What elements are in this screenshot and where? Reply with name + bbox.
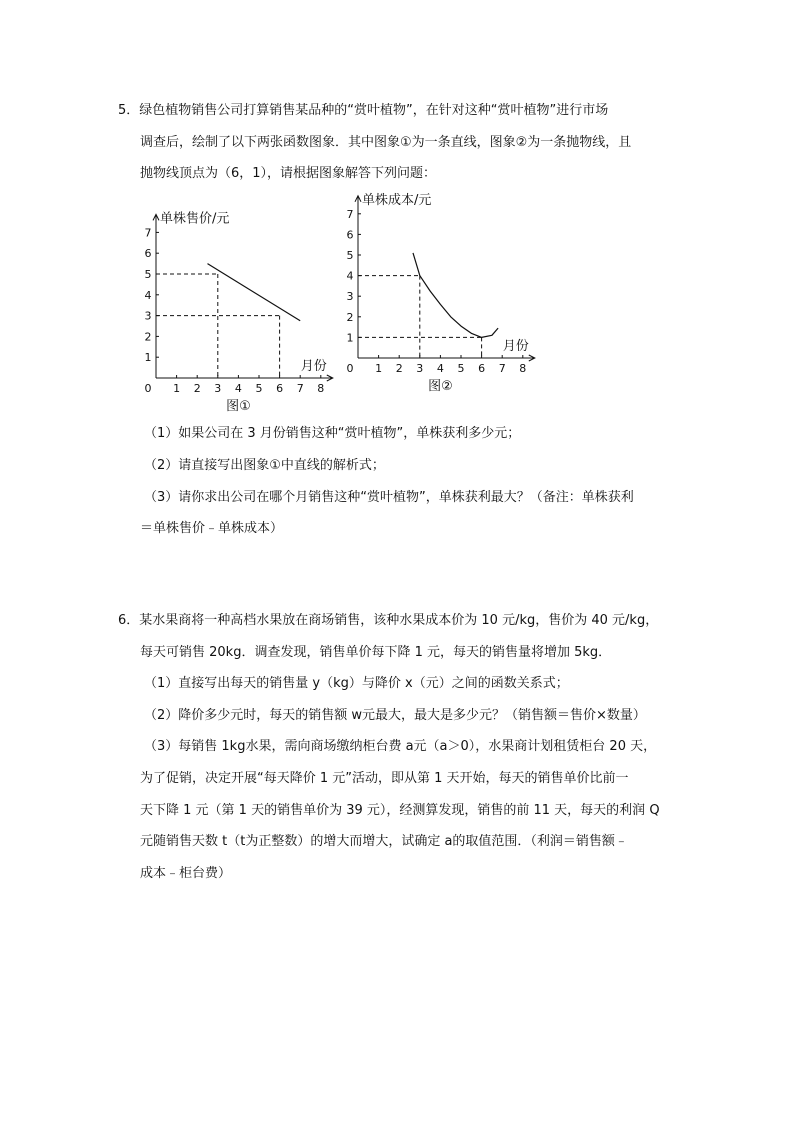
x-tick-label: 3 (416, 362, 424, 375)
x-tick-label: 5 (255, 382, 263, 395)
y-tick-label: 4 (346, 269, 354, 283)
series-line (413, 253, 498, 338)
q5-sub2: （2）请直接写出图象①中直线的解析式； (144, 458, 385, 473)
q5-line1 (118, 101, 608, 121)
x-tick-label: 1 (173, 382, 181, 395)
y-tick-label: 6 (144, 247, 152, 261)
q6-text-line2: 每天可销售 20kg．调查发现，销售单价每下降 1 元，每天的销售量将增加 5kg． (140, 645, 612, 660)
q6-sub3-line2: 为了促销，决定开展“每天降价 1 元”活动，即从第 1 天开始，每天的销售单价比前一 (140, 771, 629, 786)
y-tick-label: 1 (346, 331, 354, 345)
x-tick-label: 2 (395, 362, 403, 375)
y-tick-label: 3 (346, 290, 354, 304)
x-tick-label: 1 (375, 362, 383, 375)
chart-2-title: 图② (428, 379, 453, 394)
q6-number: 6． (118, 613, 140, 628)
q5-text-line2: 调查后，绘制了以下两张函数图象．其中图象①为一条直线，图象②为一条抛物线，且 (140, 135, 632, 150)
chart-2-origin: 0 (346, 362, 354, 375)
chart-1-xlabel: 月份 (300, 359, 327, 374)
x-tick-label: 5 (457, 362, 465, 375)
q5-sub3-line1: （3）请你求出公司在哪个月销售这种“赏叶植物”，单株获利最大？（备注：单株获利 (144, 490, 634, 505)
x-tick-label: 6 (276, 382, 284, 395)
x-tick-label: 8 (317, 382, 325, 395)
x-tick-label: 7 (498, 362, 506, 375)
x-tick-label: 4 (436, 362, 444, 375)
q6-sub3-line5: 成本﹣柜台费） (140, 866, 232, 881)
q5-sub3-line2: ＝单株售价﹣单株成本） (140, 521, 284, 536)
y-tick-label: 7 (346, 207, 354, 221)
x-tick-label: 3 (214, 382, 222, 395)
q6-sub1: （1）直接写出每天的销售量 y（kg）与降价 x（元）之间的函数关系式； (144, 676, 569, 691)
y-tick-label: 5 (144, 268, 152, 281)
figure-1 (130, 198, 340, 422)
x-tick-label: 7 (296, 382, 304, 395)
y-tick-label: 3 (144, 309, 152, 323)
chart-2-svg (330, 192, 550, 418)
q5-sub1: （1）如果公司在 3 月份销售这种“赏叶植物”，单株获利多少元； (144, 426, 521, 441)
x-tick-label: 6 (478, 362, 486, 375)
y-tick-label: 4 (144, 288, 152, 302)
y-tick-label: 2 (346, 310, 354, 324)
q5-number: 5． (118, 103, 140, 118)
x-tick-label: 4 (234, 382, 242, 395)
q6-sub2: （2）降价多少元时，每天的销售额 w元最大，最大是多少元？（销售额＝售价×数量） (144, 708, 646, 723)
chart-1-origin: 0 (144, 382, 152, 395)
q5-text-line1: 绿色植物销售公司打算销售某品种的“赏叶植物”，在针对这种“赏叶植物”进行市场 (139, 103, 609, 118)
chart-1-svg (130, 198, 340, 418)
y-tick-label: 2 (144, 330, 152, 344)
chart-2-ylabel: 单株成本/元 (362, 192, 432, 208)
y-tick-label: 5 (346, 249, 354, 262)
x-tick-label: 8 (519, 362, 527, 375)
q6-sub3-line3: 天下降 1 元（第 1 天的销售单价为 39 元），经测算发现，销售的前 11 天，每天的利润 Q (140, 803, 660, 818)
x-tick-label: 2 (193, 382, 201, 395)
y-tick-label: 7 (144, 226, 152, 240)
q6-sub3-line4: 元随销售天数 t（t为正整数）的增大而增大，试确定 a的取值范围．（利润＝销售额﹣ (140, 834, 628, 849)
y-tick-label: 1 (144, 351, 152, 365)
q6-sub3-line1: （3）每销售 1kg水果，需向商场缴纳柜台费 a元（a＞0），水果商计划租赁柜台 20 天， (144, 739, 657, 754)
q6-line1 (118, 611, 658, 631)
chart-1-ylabel: 单株售价/元 (160, 211, 230, 227)
figure-2 (330, 192, 550, 422)
chart-2-xlabel: 月份 (502, 339, 529, 354)
series-line (208, 264, 301, 321)
q6-text-line1: 某水果商将一种高档水果放在商场销售，该种水果成本价为 10 元/kg，售价为 40 元/kg， (139, 613, 659, 628)
y-tick-label: 6 (346, 228, 354, 242)
chart-1-title: 图① (226, 399, 251, 414)
q5-text-line3: 抛物线顶点为（6，1），请根据图象解答下列问题： (140, 166, 437, 181)
